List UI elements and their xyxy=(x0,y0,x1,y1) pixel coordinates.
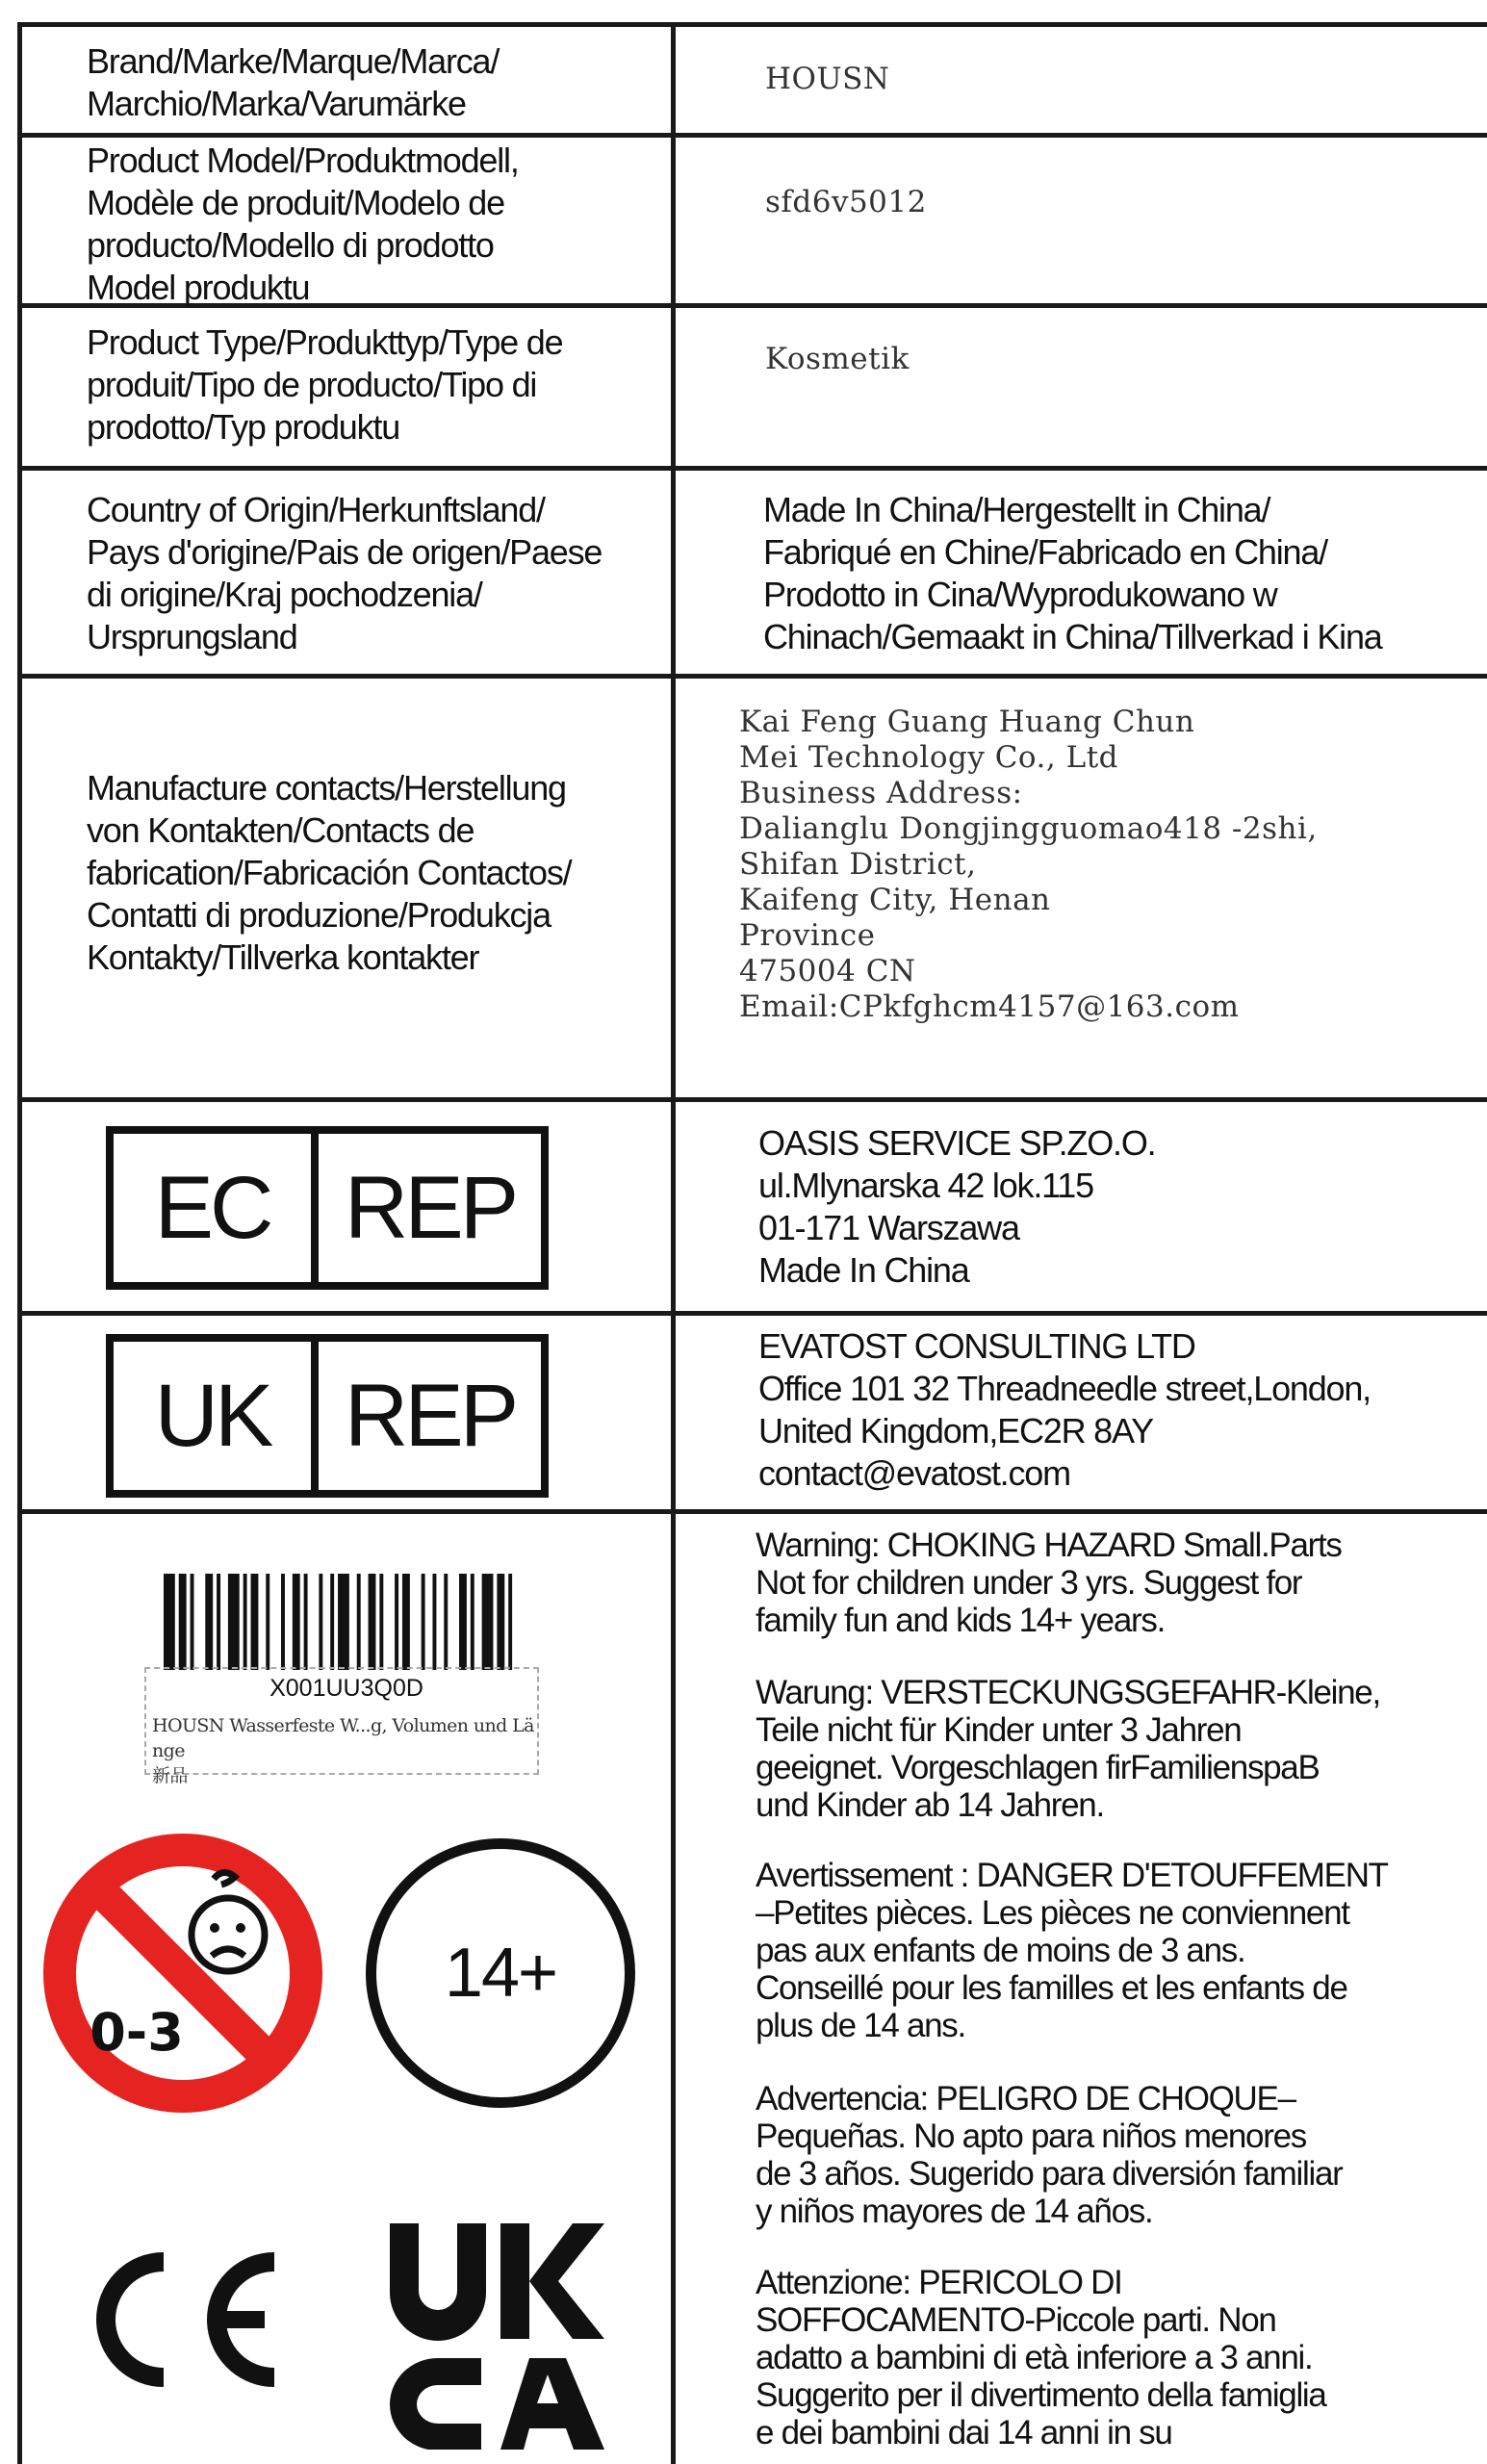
type-value: Kosmetik xyxy=(765,342,910,376)
ukca-mark-icon xyxy=(385,2219,606,2450)
uk-rep-mark-left: UK xyxy=(154,1366,270,1465)
no-children-under-3-icon xyxy=(40,1831,325,2116)
barcode-bar xyxy=(422,1574,425,1670)
barcode-bar xyxy=(508,1574,512,1670)
barcode-bar xyxy=(497,1574,504,1670)
brand-value: HOUSN xyxy=(765,62,890,96)
warning-spanish: Advertencia: PELIGRO DE CHOQUE– Pequeñas. No apto para niños menores de 3 años. Sugerido para diversión familiar y niños mayores de 14 años. xyxy=(756,2080,1343,2230)
row-divider xyxy=(19,1311,1487,1316)
uk-rep-address: EVATOST CONSULTING LTD Office 101 32 Threadneedle street,London, United Kingdom,EC2R 8AY contact@evatost.com xyxy=(758,1326,1371,1493)
warning-french: Avertissement : DANGER D'ETOUFFEMENT –Petites pièces. Les pièces ne conviennent pas aux enfants de moins de 3 ans. Conseillé pour les familles et les enfants de plus de 14 ans. xyxy=(756,1857,1388,2044)
ec-rep-mark-right: REP xyxy=(344,1158,516,1257)
left-border xyxy=(17,22,22,2464)
warning-italian: Attenzione: PERICOLO DI SOFFOCAMENTO-Piccole parti. Non adatto a bambini di età inferiore a 3 anni. Suggerito per il divertimento della famiglia e dei bambini dai 14 anni in su xyxy=(756,2264,1326,2451)
barcode-bar xyxy=(228,1574,240,1670)
ec-rep-mark xyxy=(106,1126,549,1290)
age-14-plus-icon: 14+ xyxy=(366,1838,635,2108)
model-label: Product Model/Produktmodell, Modèle de produit/Modelo de producto/Modello di prodotto Model produktu xyxy=(87,141,519,307)
barcode-bar xyxy=(482,1574,494,1670)
barcode-bar xyxy=(191,1574,194,1670)
barcode-bar xyxy=(432,1574,436,1670)
barcode-icon xyxy=(164,1574,520,1670)
barcode-bar xyxy=(281,1574,285,1670)
origin-label: Country of Origin/Herkunftsland/ Pays d'origine/Pais de origen/Paese di origine/Kraj pochodzenia/ Ursprungsland xyxy=(87,490,602,656)
barcode-bar xyxy=(459,1574,467,1670)
type-label: Product Type/Produkttyp/Type de produit/Tipo de producto/Tipo di prodotto/Typ produktu xyxy=(87,322,563,447)
ec-rep-address: OASIS SERVICE SP.ZO.O. ul.Mlynarska 42 lok.115 01-171 Warszawa Made In China xyxy=(758,1123,1156,1290)
barcode-bar xyxy=(179,1574,187,1670)
no-children-age-text: 0-3 xyxy=(90,2002,184,2063)
barcode-bar xyxy=(319,1574,322,1670)
barcode-label xyxy=(144,1559,549,1786)
barcode-bar xyxy=(293,1574,300,1670)
barcode-bar xyxy=(330,1574,334,1670)
row-divider xyxy=(19,133,1487,138)
uk-rep-mark-right: REP xyxy=(344,1366,516,1465)
barcode-bar xyxy=(471,1574,474,1670)
barcode-bar xyxy=(395,1574,398,1670)
barcode-bar xyxy=(205,1574,213,1670)
barcode-bar xyxy=(338,1574,349,1670)
manufacturer-label: Manufacture contacts/Herstellung von Kontakten/Contacts de fabrication/Fabricación Contactos/ Contatti di produzione/Produkcja Kontakty/Tillverka kontakter xyxy=(87,768,572,977)
barcode-bar xyxy=(444,1574,448,1670)
manufacturer-value: Kai Feng Guang Huang Chun Mei Technology Co., Ltd Business Address: Dalianglu Dongjingguomao418 -2shi, Shifan District, Kaifeng City, Henan Province 475004 CN Email:CPkfghcm4157@163.com xyxy=(739,705,1318,1024)
barcode-bar xyxy=(217,1574,220,1670)
row-divider xyxy=(19,674,1487,679)
row-divider xyxy=(19,1097,1487,1102)
barcode-bar xyxy=(379,1574,383,1670)
barcode-title: HOUSN Wasserfeste W...g, Volumen und Lä nge 新品 xyxy=(152,1715,534,1786)
barcode-bar xyxy=(304,1574,308,1670)
column-divider xyxy=(671,22,676,2464)
brand-label: Brand/Marke/Marque/Marca/ Marchio/Marka/Varumärke xyxy=(87,41,500,123)
warning-german: Warung: VERSTECKUNGSGEFAHR-Kleine, Teile nicht für Kinder unter 3 Jahren geeignet. Vorgeschlagen firFamilienspaB und Kinder ab 14 Jahren. xyxy=(756,1674,1380,1824)
origin-value: Made In China/Hergestellt in China/ Fabriqué en Chine/Fabricado en China/ Prodotto in Cina/Wyprodukowano w Chinach/Gemaakt in China/Tillverkad i Kina xyxy=(763,490,1382,656)
barcode-code: X001UU3Q0D xyxy=(269,1675,423,1702)
barcode-bar xyxy=(266,1574,269,1670)
warning-english: Warning: CHOKING HAZARD Small.Parts Not for children under 3 yrs. Suggest for family fun and kids 14+ years. xyxy=(756,1527,1342,1639)
ec-rep-mark-left: EC xyxy=(154,1158,270,1257)
row-divider xyxy=(19,466,1487,471)
model-value: sfd6v5012 xyxy=(765,185,927,219)
row-divider xyxy=(19,1509,1487,1514)
barcode-bar xyxy=(369,1574,376,1670)
barcode-bar xyxy=(357,1574,361,1670)
barcode-bar xyxy=(244,1574,247,1670)
ce-mark-icon xyxy=(67,2247,289,2392)
uk-rep-mark xyxy=(106,1334,549,1498)
barcode-bar xyxy=(164,1574,175,1670)
row-divider xyxy=(19,22,1487,27)
barcode-bar xyxy=(251,1574,259,1670)
barcode-bar xyxy=(402,1574,410,1670)
